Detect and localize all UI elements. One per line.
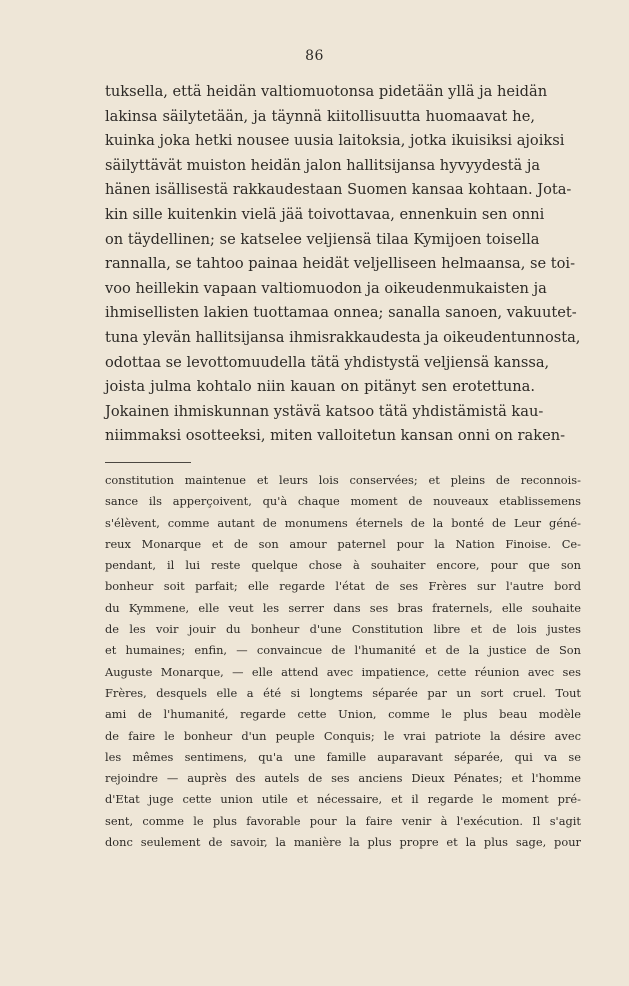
french-footnote-block — [105, 470, 581, 853]
french-line: de faire le bonheur d'un peuple Conquis; le vrai patriote la désire avec — [105, 728, 581, 743]
finnish-line: niimmaksi osotteeksi, miten valloitetun kansan onni on raken- — [105, 427, 566, 445]
french-line: rejoindre — auprès des autels de ses anciens Dieux Pénates; et l'homme — [105, 771, 581, 786]
french-line: constitution maintenue et leurs lois conservées; et pleins de reconnois- — [105, 473, 581, 487]
french-line: reux Monarque et de son amour paternel pour la Nation Finoise. Ce- — [105, 536, 581, 551]
finnish-line: odottaa se levottomuudella tätä yhdistystä veljiensä kanssa, — [105, 353, 550, 371]
french-line: de les voir jouir du bonheur d'une Constitution libre et de lois justes — [105, 622, 581, 637]
french-line: pendant, il lui reste quelque chose à souhaiter encore, pour que son — [105, 558, 581, 573]
finnish-line: tuna ylevän hallitsijansa ihmisrakkaudesta ja oikeudentunnosta, — [105, 328, 581, 346]
french-line: donc seulement de savoir, la manière la plus propre et la plus sage, pour — [105, 835, 581, 850]
french-line: et humaines; enfin, — convaincue de l'humanité et de la justice de Son — [105, 643, 581, 658]
finnish-line: lakinsa säilytetään, ja täynnä kiitollisuutta huomaavat he, — [105, 107, 535, 125]
finnish-line: hänen isällisestä rakkaudestaan Suomen kansaa kohtaan. Jota- — [105, 181, 572, 199]
finnish-line: Jokainen ihmiskunnan ystävä katsoo tätä yhdistämistä kau- — [105, 402, 544, 420]
finnish-line: on täydellinen; se katselee veljiensä tilaa Kymijoen toisella — [105, 230, 540, 248]
finnish-line: tuksella, että heidän valtiomuotonsa pidetään yllä ja heidän — [105, 83, 548, 100]
french-line: du Kymmene, elle veut les serrer dans ses bras fraternels, elle souhaite — [105, 600, 581, 615]
french-line: bonheur soit parfait; elle regarde l'état de ses Frères sur l'autre bord — [105, 579, 581, 594]
finnish-line: kuinka joka hetki nousee uusia laitoksia, jotka ikuisiksi ajoiksi — [105, 132, 565, 150]
finnish-line: rannalla, se tahtoo painaa heidät veljelliseen helmaansa, se toi- — [105, 255, 576, 273]
footnote-separator-rule — [105, 462, 191, 463]
french-line: s'élèvent, comme autant de monumens éternels de la bonté de Leur géné- — [105, 515, 581, 530]
finnish-line: säilyttävät muiston heidän jalon hallitsijansa hyvyydestä ja — [105, 156, 541, 174]
french-line: Auguste Monarque, — elle attend avec impatience, cette réunion avec ses — [105, 664, 581, 679]
finnish-line: ihmisellisten lakien tuottamaa onnea; sanalla sanoen, vakuutet- — [105, 304, 577, 322]
french-line: sent, comme le plus favorable pour la faire venir à l'exécution. Il s'agit — [105, 813, 581, 828]
french-line: ami de l'humanité, regarde cette Union, comme le plus beau modèle — [105, 707, 581, 722]
finnish-line: voo heillekin vapaan valtiomuodon ja oikeudenmukaisten ja — [105, 279, 547, 297]
page-number: 86 — [305, 48, 324, 64]
french-line: Frères, desquels elle a été si longtems séparée par un sort cruel. Tout — [105, 685, 581, 700]
french-line: d'Etat juge cette union utile et nécessaire, et il regarde le moment pré- — [105, 792, 581, 807]
french-line: les mêmes sentimens, qu'a une famille auparavant séparée, qui va se — [105, 749, 581, 764]
finnish-line: joista julma kohtalo niin kauan on pitänyt sen erotettuna. — [105, 378, 535, 396]
finnish-text-block — [105, 80, 581, 449]
french-line: sance ils apperçoivent, qu'à chaque moment de nouveaux etablissemens — [105, 494, 581, 509]
finnish-line: kin sille kuitenkin vielä jää toivottavaa, ennenkuin sen onni — [105, 205, 545, 223]
